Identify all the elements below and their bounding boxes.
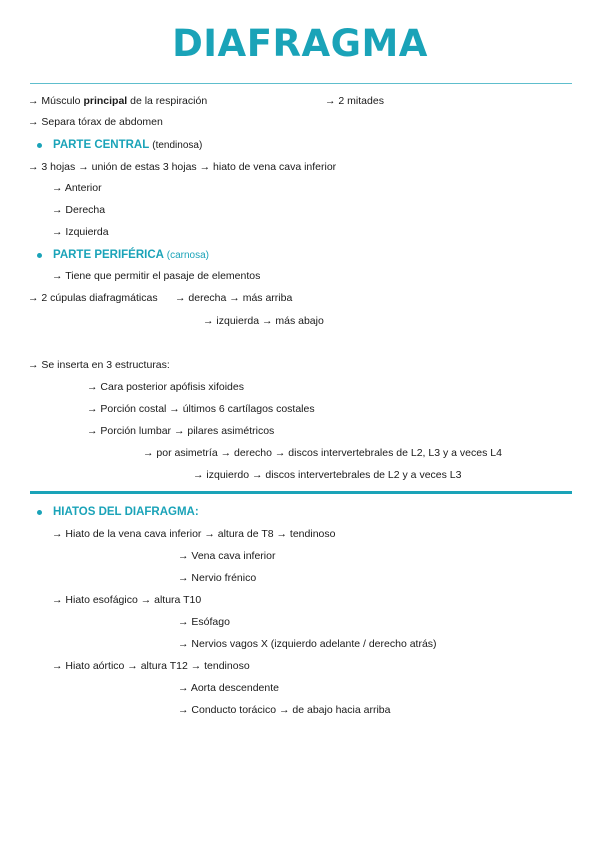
cupulas-line: → 2 cúpulas diafragmáticas — [28, 292, 158, 304]
section-divider — [30, 491, 572, 494]
inserta-item: → Cara posterior apófisis xifoides — [87, 381, 244, 393]
central-sub: (tendinosa) — [152, 140, 203, 151]
hiato-esofagico-line: → Hiato esofágico → altura T10 — [52, 594, 202, 606]
central-heading — [53, 138, 202, 153]
page-title: DIAFRAGMA — [172, 22, 428, 65]
musculo-pre: → Músculo — [28, 95, 84, 107]
bullet-hiatos — [37, 510, 42, 515]
central-heading-text: PARTE CENTRAL — [53, 139, 150, 151]
pasaje-line: → Tiene que permitir el pasaje de elementos — [52, 270, 261, 282]
izquierda-line: → izquierda → más abajo — [203, 315, 324, 327]
central-item: → Izquierda — [52, 226, 109, 238]
periferica-heading-text: PARTE PERIFÉRICA — [53, 249, 164, 261]
hojas-line: → 3 hojas → unión de estas 3 hojas → hiato de vena cava inferior — [28, 161, 337, 173]
hiatos-heading: HIATOS DEL DIAFRAGMA: — [53, 506, 199, 518]
hiato-cava-item: → Vena cava inferior — [178, 550, 276, 562]
title-divider — [30, 83, 572, 84]
hiato-aortico-item: → Conducto torácico → de abajo hacia arriba — [178, 704, 391, 716]
hiato-cava-line: → Hiato de la vena cava inferior → altura de T8 → tendinoso — [52, 528, 336, 540]
inserta-item: → Porción lumbar → pilares asimétricos — [87, 425, 275, 437]
izquierdo-line: → izquierdo → discos intervertebrales de L2 y a veces L3 — [193, 469, 462, 481]
bullet-central — [37, 143, 42, 148]
asimetria-line: → por asimetría → derecho → discos intervertebrales de L2, L3 y a veces L4 — [143, 447, 502, 459]
bullet-periferica — [37, 253, 42, 258]
periferica-sub: (carnosa) — [166, 250, 209, 261]
hiato-esofagico-item: → Nervios vagos X (izquierdo adelante / derecho atrás) — [178, 638, 437, 650]
musculo-post: de la respiración — [127, 95, 208, 107]
musculo-bold: principal — [83, 95, 128, 107]
inserta-intro: → Se inserta en 3 estructuras: — [28, 359, 170, 371]
central-item: → Derecha — [52, 204, 106, 216]
inserta-item: → Porción costal → últimos 6 cartílagos costales — [87, 403, 315, 415]
derecha-line: → derecha → más arriba — [175, 292, 293, 304]
mitades-line: → 2 mitades — [325, 95, 384, 107]
separa-line: → Separa tórax de abdomen — [28, 116, 163, 128]
central-item: → Anterior — [52, 182, 102, 194]
hiato-aortico-line: → Hiato aórtico → altura T12 → tendinoso — [52, 660, 250, 672]
musculo-line — [28, 94, 207, 108]
hiato-cava-item: → Nervio frénico — [178, 572, 257, 584]
hiato-esofagico-item: → Esófago — [178, 616, 230, 628]
periferica-heading — [53, 248, 209, 263]
hiato-aortico-item: → Aorta descendente — [178, 682, 279, 694]
